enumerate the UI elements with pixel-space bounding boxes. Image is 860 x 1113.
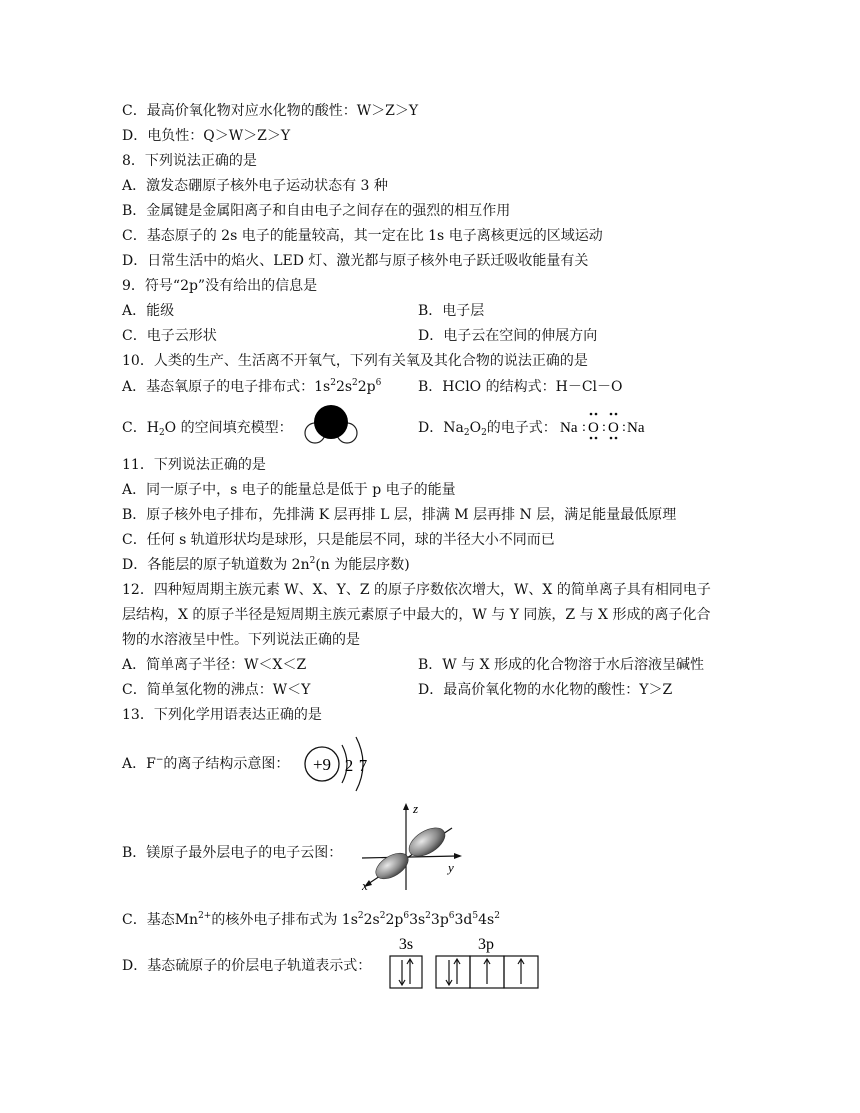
q9-option-d: D．电子云在空间的伸展方向 [418, 328, 598, 344]
axis-y-label: y [448, 860, 454, 875]
na-left: Na [560, 420, 578, 436]
sup: 6 [375, 378, 382, 388]
q13c-text: 的核外电子排布式为 1s [211, 912, 358, 928]
q10d-label: D． [418, 420, 444, 436]
p-orbital-electron-cloud [354, 800, 466, 894]
q13-option-d: D．基态硫原子的价层电子轨道表示式： [122, 958, 372, 974]
q13-option-b: B．镁原子最外层电子的电子云图： [122, 845, 343, 861]
sup: 2 [352, 378, 358, 388]
q12-option-c: C．简单氢化物的沸点：W＜Y [122, 682, 311, 698]
q11d-text-post: (n 为能层序数) [315, 557, 410, 573]
q10a-text: A．基态氧原子的电子排布式：1s [122, 379, 331, 395]
q12-option-a: A．简单离子半径：W＜X＜Z [122, 657, 307, 673]
q10-stem: 10．人类的生产、生活离不开氧气，下列有关氧及其化合物的说法正确的是 [122, 353, 588, 369]
q7-option-d: D．电负性：Q＞W＞Z＞Y [122, 128, 291, 144]
q11d-text: D．各能层的原子轨道数为 2n [122, 557, 310, 573]
sup: 2 [379, 911, 386, 921]
q10-option-a [122, 377, 381, 397]
q13-option-c [122, 910, 500, 930]
q10-option-d [418, 418, 557, 438]
q11-option-d [122, 555, 410, 575]
q11-option-c: C．任何 s 轨道形状均是球形，只是能层不同，球的半径大小不同而已 [122, 532, 555, 548]
q10-option-b: B．HClO 的结构式：H－Cl－O [418, 379, 623, 395]
q12-stem-line1: 12．四种短周期主族元素 W、X、Y、Z 的原子序数依次增大，W、X 的简单离子具有相同电子 [122, 582, 711, 598]
q12-stem-line2: 层结构，X 的原子半径是短周期主族元素原子中最大的，W 与 Y 同族，Z 与 X 形成的离子化合 [122, 607, 711, 623]
q8-option-a: A．激发态硼原子核外电子运动状态有 3 种 [122, 178, 388, 194]
q13-stem: 13．下列化学用语表达正确的是 [122, 707, 322, 723]
q10-option-c [122, 418, 293, 438]
nucleus-charge: +9 [312, 755, 332, 774]
q8-option-b: B．金属键是金属阳离子和自由电子之间存在的强烈的相互作用 [122, 203, 511, 219]
q8-option-c: C．基态原子的 2s 电子的能量较高，其一定在比 1s 电子离核更远的区域运动 [122, 228, 603, 244]
sup: 6 [448, 911, 455, 921]
q11-stem: 11．下列说法正确的是 [122, 457, 266, 473]
sup: − [155, 755, 164, 765]
na2o2-electron-formula [558, 410, 650, 442]
oxygen-2: O [608, 420, 619, 436]
q8-stem: 8．下列说法正确的是 [122, 153, 257, 169]
q10d-text: 的电子式： [486, 420, 557, 436]
q11-option-b: B．原子核外电子排布，先排满 K 层再排 L 层，排满 M 层再排 N 层，满足能量最低原理 [122, 507, 677, 523]
sup: 2 [425, 911, 431, 921]
fluoride-ion-structure-diagram [302, 733, 374, 793]
q13a-text: 的离子结构示意图： [163, 756, 290, 772]
formula-part: 2s [335, 379, 353, 395]
sup: 2 [357, 911, 364, 921]
sup: 2+ [198, 911, 212, 921]
q13a-label: A． [122, 756, 147, 772]
electron-dots: : [602, 420, 606, 435]
electron-dots: : [582, 420, 586, 435]
q10c-label: C． [122, 420, 147, 436]
sulfur-valence-orbital-diagram [386, 934, 546, 992]
formula-part: 2p [357, 379, 376, 395]
q12-stem-line3: 物的水溶液呈中性。下列说法正确的是 [122, 632, 360, 648]
formula-part: O [469, 420, 482, 436]
na-right: Na [627, 420, 645, 436]
q7-option-c: C．最高价氧化物对应水化物的酸性：W＞Z＞Y [122, 103, 419, 119]
label-3p: 3p [478, 936, 494, 953]
formula-part: 3d [454, 912, 473, 928]
sup: 2 [309, 556, 316, 566]
formula-part: Na [443, 420, 464, 436]
q10c-text: O 的空间填充模型： [164, 420, 293, 436]
q9-option-a: A．能级 [122, 303, 175, 319]
axis-z-label: z [413, 801, 419, 816]
q11-option-a: A．同一原子中，s 电子的能量总是低于 p 电子的能量 [122, 482, 456, 498]
formula-part: 2s [363, 912, 380, 928]
q13-option-a [122, 754, 289, 774]
sup: 6 [403, 911, 410, 921]
q13c-label: C．基态 [122, 912, 175, 928]
shell-2-electrons: 7 [358, 756, 368, 775]
q9-option-b: B．电子层 [418, 303, 485, 319]
electron-dots: : [622, 420, 626, 435]
sup: 5 [472, 911, 479, 921]
formula-part: H [146, 420, 159, 436]
label-3s: 3s [398, 936, 414, 953]
shell-1-electrons: 2 [344, 756, 354, 775]
q9-option-c: C．电子云形状 [122, 328, 217, 344]
sup: 2 [494, 911, 500, 921]
axis-x-label: x [362, 878, 368, 893]
formula-part: 4s [478, 912, 495, 928]
sub: 2 [481, 428, 487, 438]
sup: 2 [330, 378, 336, 388]
formula-part: F [146, 756, 156, 772]
sub: 2 [463, 428, 470, 438]
formula-part: 2p [385, 912, 404, 928]
formula-part: 3s [409, 912, 426, 928]
oxygen-1: O [588, 420, 599, 436]
q9-stem: 9．符号“2p”没有给出的信息是 [122, 278, 318, 294]
h2o-space-filling-model [303, 403, 359, 445]
sub: 2 [158, 428, 165, 438]
formula-part: 3p [430, 912, 449, 928]
q12-option-d: D．最高价氧化物的水化物的酸性：Y＞Z [418, 682, 673, 698]
formula-part: Mn [174, 912, 199, 928]
q8-option-d: D．日常生活中的焰火、LED 灯、激光都与原子核外电子跃迁吸收能量有关 [122, 253, 589, 269]
q12-option-b: B．W 与 X 形成的化合物溶于水后溶液呈碱性 [418, 657, 704, 673]
